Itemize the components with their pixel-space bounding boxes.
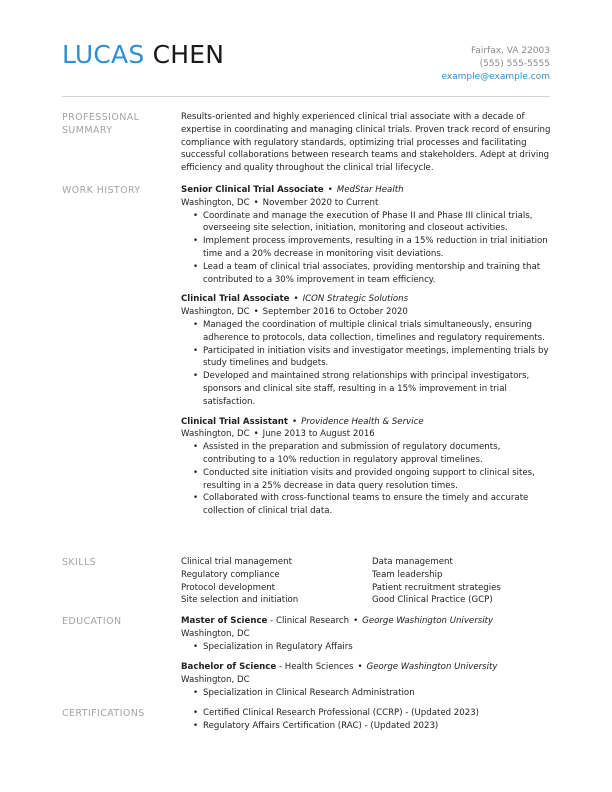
degree-field: - Health Sciences	[278, 662, 354, 673]
skill-item: Team leadership	[372, 569, 443, 580]
contact-location: Fairfax, VA 22003	[470, 46, 550, 56]
job-bullet: • Participated in initiation visits and investigator meetings, implementing trials by study timelines and budgets.	[181, 345, 553, 371]
education-content	[181, 615, 553, 708]
job-location: Washington, DC	[181, 429, 250, 440]
contact-email[interactable]: example@example.com	[441, 72, 550, 82]
education-entry	[181, 615, 553, 653]
job-dates: September 2016 to October 2020	[262, 307, 408, 318]
summary-label	[62, 111, 174, 137]
summary-label-line2: SUMMARY	[62, 125, 113, 136]
education-entry	[181, 661, 553, 699]
job-meta: Washington, DC • September 2016 to October 2020	[181, 307, 408, 318]
job-bullets	[181, 319, 553, 409]
skills-label: SKILLS	[62, 557, 97, 568]
education-header: Bachelor of Science - Health Sciences • George Washington University	[181, 662, 498, 673]
education-bullet: • Specialization in Clinical Research Administration	[181, 687, 553, 700]
job-header: Clinical Trial Assistant • Providence Health & Service	[181, 416, 424, 427]
job-bullet: • Collaborated with cross-functional teams to ensure the timely and accurate collection of clinical trial data.	[181, 492, 553, 518]
job-header: Senior Clinical Trial Associate • MedStar Health	[181, 185, 404, 195]
degree: Master of Science	[181, 616, 268, 626]
education-location: Washington, DC	[181, 628, 250, 639]
work-history-label: WORK HISTORY	[62, 185, 141, 196]
education-bullets	[181, 687, 553, 700]
degree-field: - Clinical Research	[270, 616, 350, 626]
job-entry	[181, 184, 553, 286]
skill-item: Data management	[372, 557, 453, 567]
job-title: Clinical Trial Assistant	[181, 416, 289, 427]
job-bullet: • Assisted in the preparation and submission of regulatory documents, contributing to a 10% reduction in regulatory approval timelines.	[181, 441, 553, 467]
summary-label-line1: PROFESSIONAL	[62, 112, 140, 123]
job-bullets	[181, 210, 553, 287]
header-divider	[62, 96, 550, 97]
skill-item: Patient recruitment strategies	[372, 582, 501, 593]
job-bullet: • Conducted site initiation visits and provided ongoing support to clinical sites, resulting in a 25% decrease in data query resolution times.	[181, 467, 553, 493]
contact-phone: (555) 555-5555	[479, 59, 550, 69]
job-bullet: • Coordinate and manage the execution of Phase II and Phase III clinical trials, overseeing site selection, initiation, monitoring and closeout activities.	[181, 210, 553, 236]
education-header: Master of Science - Clinical Research • George Washington University	[181, 616, 494, 626]
certifications-label: CERTIFICATIONS	[62, 708, 145, 719]
candidate-name	[62, 40, 224, 69]
summary-text: Results-oriented and highly experienced clinical trial associate with a decade of expertise in coordinating and managing clinical trials. Proven track record of ensuring compliance with regulatory standards, optimizing trial processes and facilitating successful collaborations between research teams and stakeholders. Adept at driving efficiency and quality throughout the clinical trial lifecycle.	[181, 112, 551, 174]
skill-item: Regulatory compliance	[181, 569, 280, 580]
work-history-content	[181, 184, 553, 525]
job-bullet: • Implement process improvements, resulting in a 15% reduction in trial initiation time and a 20% decrease in monitoring visit deviations.	[181, 235, 553, 261]
last-name: CHEN	[152, 40, 225, 69]
job-title: Clinical Trial Associate	[181, 294, 290, 305]
job-title: Senior Clinical Trial Associate	[181, 185, 324, 195]
skill-item: Site selection and initiation	[181, 595, 299, 606]
job-bullet: • Developed and maintained strong relationships with principal investigators, sponsors and clinical site staff, resulting in a 15% improvement in trial satisfaction.	[181, 370, 553, 408]
certification-item: • Regulatory Affairs Certification (RAC) - (Updated 2023)	[181, 720, 553, 733]
job-bullet: • Managed the coordination of multiple clinical trials simultaneously, ensuring adherence to protocols, data collection, timelines and regulatory requirements.	[181, 319, 553, 345]
certifications-content	[181, 707, 553, 733]
education-bullet: • Specialization in Regulatory Affairs	[181, 641, 553, 654]
job-bullet: • Lead a team of clinical trial associates, providing mentorship and training that contributed to a 30% improvement in team efficiency.	[181, 261, 553, 287]
job-employer: ICON Strategic Solutions	[302, 294, 409, 305]
job-bullets	[181, 441, 553, 518]
school: George Washington University	[362, 616, 494, 626]
school: George Washington University	[366, 662, 498, 673]
skill-item: Clinical trial management	[181, 557, 292, 567]
first-name: LUCAS	[62, 40, 145, 69]
education-location: Washington, DC	[181, 675, 250, 686]
education-label: EDUCATION	[62, 616, 122, 627]
job-location: Washington, DC	[181, 197, 250, 208]
job-header: Clinical Trial Associate • ICON Strategic Solutions	[181, 294, 409, 305]
job-location: Washington, DC	[181, 307, 250, 318]
job-dates: June 2013 to August 2016	[262, 429, 375, 440]
skill-item: Protocol development	[181, 582, 276, 593]
degree: Bachelor of Science	[181, 662, 277, 673]
job-meta: Washington, DC • June 2013 to August 2016	[181, 429, 375, 440]
job-employer: MedStar Health	[336, 185, 404, 195]
job-employer: Providence Health & Service	[301, 416, 424, 427]
skill-item: Good Clinical Practice (GCP)	[372, 595, 493, 606]
skills-grid	[181, 556, 553, 607]
certification-item: • Certified Clinical Research Professional (CCRP) - (Updated 2023)	[181, 707, 553, 720]
job-entry	[181, 416, 553, 518]
contact-info	[441, 45, 550, 84]
job-meta: Washington, DC • November 2020 to Current	[181, 197, 379, 208]
job-dates: November 2020 to Current	[262, 197, 379, 208]
certification-bullets	[181, 707, 553, 733]
job-entry	[181, 293, 553, 408]
education-bullets	[181, 641, 553, 654]
